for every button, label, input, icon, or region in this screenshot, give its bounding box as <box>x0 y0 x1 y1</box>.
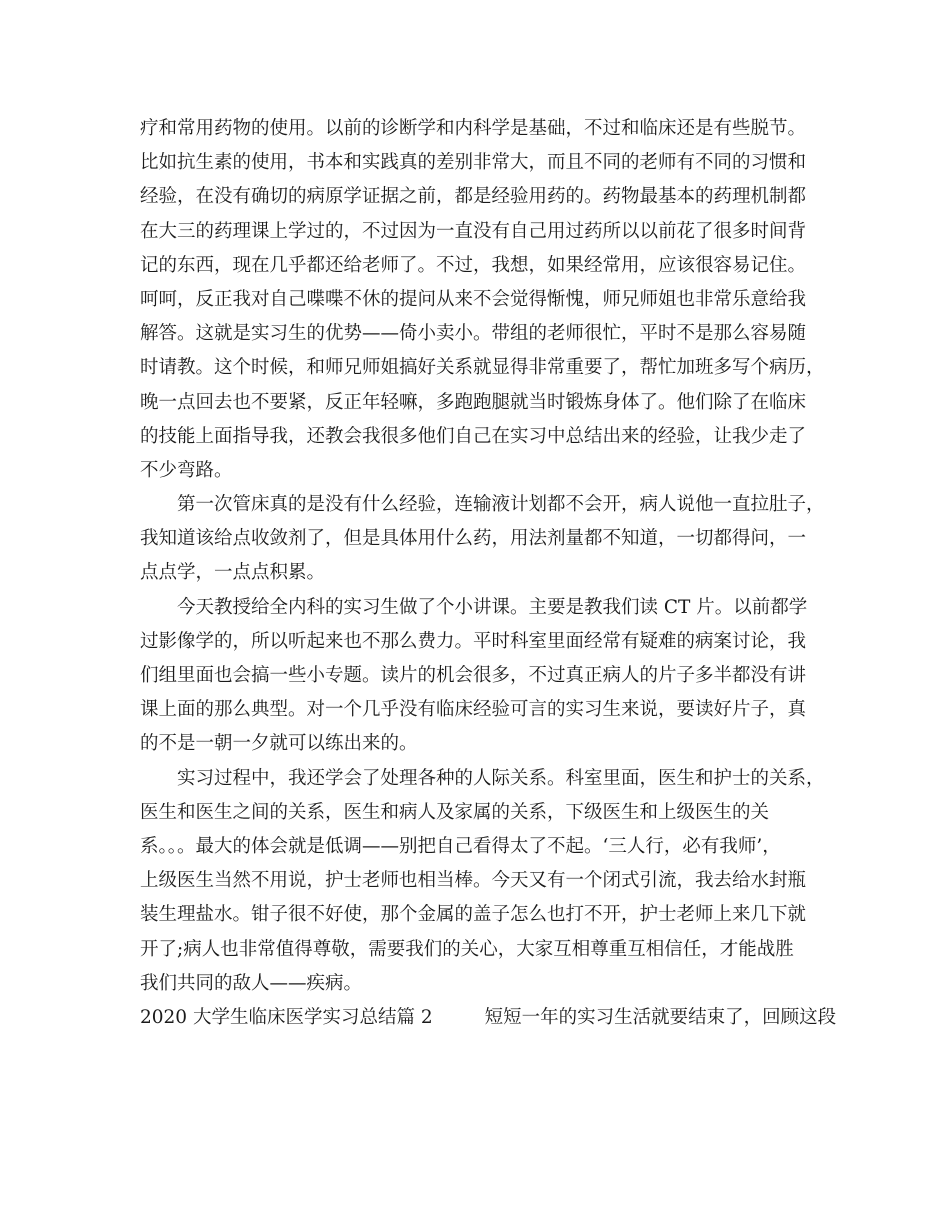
text-line: 的不是一朝一夕就可以练出来的。 <box>140 733 418 755</box>
text-line: 第一次管床真的是没有什么经验，连输液计划都不会开，病人说他一直拉肚子， <box>177 494 825 516</box>
text-line: 我们共同的敌人——疾病。 <box>140 972 363 994</box>
text-line: 医生和医生之间的关系，医生和病人及家属的关系，下级医生和上级医生的关 <box>140 801 770 823</box>
text-line: 呵呵，反正我对自己喋喋不休的提问从来不会觉得惭愧，师兄师姐也非常乐意给我 <box>140 288 807 310</box>
paragraph-4 <box>140 762 825 1001</box>
section-intro-text: 短短一年的实习生活就要结束了，回顾这段 <box>484 1006 837 1028</box>
text-line: 比如抗生素的使用，书本和实践真的差别非常大，而且不同的老师有不同的习惯和 <box>140 152 807 174</box>
text-line: 过影像学的，所以听起来也不那么费力。平时科室里面经常有疑难的病案讨论，我 <box>140 630 807 652</box>
text-line: 上级医生当然不用说，护士老师也相当棒。今天又有一个闭式引流，我去给水封瓶 <box>140 870 807 892</box>
text-line: 解答。这就是实习生的优势——倚小卖小。带组的老师很忙，平时不是那么容易随 <box>140 323 807 345</box>
text-line: 今天教授给全内科的实习生做了个小讲课。主要是教我们读 CT 片。以前都学 <box>177 596 808 618</box>
document-body <box>140 112 837 1035</box>
section-heading-line <box>140 1001 837 1035</box>
text-line: 疗和常用药物的使用。以前的诊断学和内科学是基础，不过和临床还是有些脱节。 <box>140 118 807 139</box>
text-line: 经验，在没有确切的病原学证据之前，都是经验用药的。药物最基本的药理机制都 <box>140 186 807 208</box>
section-heading: 2020 大学生临床医学实习总结篇 2 <box>140 1006 433 1028</box>
text-line: 晚一点回去也不要紧，反正年轻嘛，多跑跑腿就当时锻炼身体了。他们除了在临床 <box>140 391 807 413</box>
text-line: 课上面的那么典型。对一个几乎没有临床经验可言的实习生来说，要读好片子，真 <box>140 699 807 721</box>
text-line: 点点学，一点点积累。 <box>140 562 326 584</box>
text-line: 们组里面也会搞一些小专题。读片的机会很多，不过真正病人的片子多半都没有讲 <box>140 665 807 686</box>
paragraph-2 <box>140 488 825 591</box>
text-line: 实习过程中，我还学会了处理各种的人际关系。科室里面，医生和护士的关系， <box>177 767 825 789</box>
text-line: 在大三的药理课上学过的，不过因为一直没有自己用过药所以以前花了很多时间背 <box>140 220 807 242</box>
paragraph-3 <box>140 591 820 762</box>
text-line: 装生理盐水。钳子很不好使，那个金属的盖子怎么也打不开，护士老师上来几下就 <box>140 904 807 926</box>
text-line: 我知道该给点收敛剂了，但是具体用什么药，用法剂量都不知道，一切都得问，一 <box>140 528 807 550</box>
text-line: 系。。。最大的体会就是低调——别把自己看得太了不起。‘三人行，必有我师’， <box>140 835 781 857</box>
paragraph-1 <box>140 112 825 488</box>
text-line: 开了;病人也非常值得尊敬，需要我们的关心，大家互相尊重互相信任，才能战胜 <box>140 938 794 960</box>
text-line: 的技能上面指导我，还教会我很多他们自己在实习中总结出来的经验，让我少走了 <box>140 425 807 447</box>
text-line: 不少弯路。 <box>140 459 233 481</box>
text-line: 记的东西，现在几乎都还给老师了。不过，我想，如果经常用，应该很容易记住。 <box>140 254 807 276</box>
text-line: 时请教。这个时候，和师兄师姐搞好关系就显得非常重要了，帮忙加班多写个病历， <box>140 357 825 379</box>
